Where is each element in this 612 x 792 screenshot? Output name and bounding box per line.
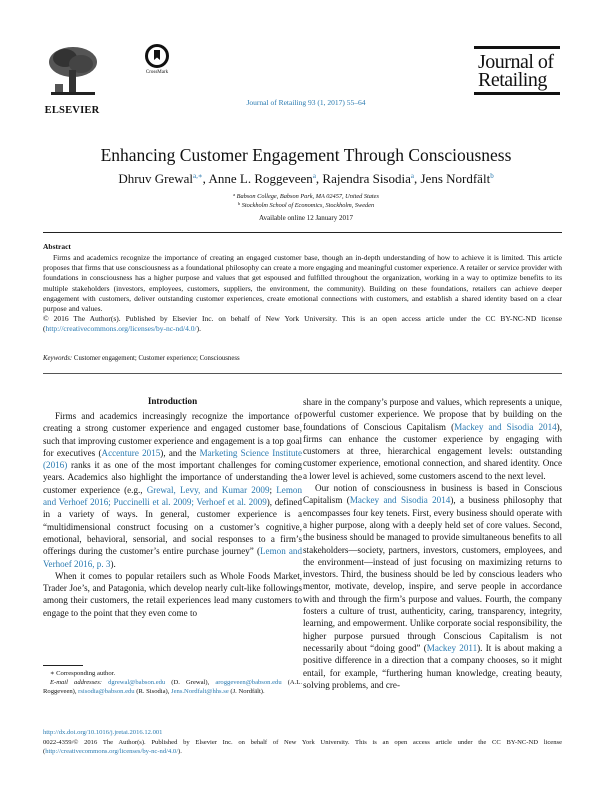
- paragraph: When it comes to popular retailers such as Whole Foods Market, Trader Joe’s, and Patagonia, which develop nearly cult-like followings among their customers, the retail experiences lead many customers to engage to the point that they even come to: [43, 570, 302, 618]
- email-addresses: E-mail addresses: dgrewal@babson.edu (D. Grewal), aroggeveen@babson.edu (A.L. Roggeveen), rsisodia@babson.edu (R. Sisodia), Jens.Nordfalt@hhs.se (J. Nordfält).: [43, 679, 302, 696]
- author-affiliation-marker[interactable]: b: [490, 172, 494, 180]
- citation-link[interactable]: Mackey 2011: [426, 642, 478, 653]
- corresponding-author-note: ∗ Corresponding author.: [50, 670, 116, 677]
- author-name: Rajendra Sisodia: [322, 171, 411, 186]
- email-link[interactable]: dgrewal@babson.edu: [108, 679, 166, 687]
- author-name: Dhruv Grewal: [118, 171, 194, 186]
- journal-brand-logo[interactable]: [474, 46, 560, 95]
- author-affiliation-marker[interactable]: a: [312, 172, 316, 180]
- citation-link[interactable]: Mackey and Sisodia 2014: [454, 421, 557, 432]
- citation-link[interactable]: Lemon and Verhoef 2016; Puccinelli et al. 2009; Verhoef et al. 2009: [43, 484, 302, 508]
- abstract-body: [43, 253, 562, 335]
- brand-bottom-rule: [474, 92, 560, 95]
- footnote-divider: [43, 665, 83, 666]
- author-affiliation-marker[interactable]: a,∗: [193, 172, 203, 180]
- license-link[interactable]: http://creativecommons.org/licenses/by-nc-nd/4.0/: [45, 324, 197, 334]
- abstract-text: Firms and academics recognize the importance of creating an engaged customer base, though an in-depth understanding of how to achieve it is limited. This article proposes that firms that use consciousness as a foundational philosophy can create a more engaging and meaningful customer experience. A retailer or service provider with foundations in consciousness has a higher purpose and values that get espoused and fulfilled throughout the organization, working in a way to optimize benefits to its multiple stakeholders (investors, employees, customers, suppliers, the environment, the community). Building on these foundations, retailers can achieve deeper engagement with customers, deliver outstanding customer experiences, create emotional connections with customers, and establish a shared identity based on a clear purpose and values.: [43, 253, 562, 314]
- brand-line-2: Retailing: [478, 69, 547, 91]
- crossmark-icon: [145, 44, 169, 68]
- author-list: Dhruv Grewal$^{a,∗}$, Anne L. Roggeveen$^a$, Rajendra Sisodia$^a$, Jens Nordfält$^b$: [118, 171, 494, 186]
- paragraph: Our notion of consciousness in business is based in Conscious Capitalism (Mackey and Sisodia 2014), a business philosophy that encompasses four key tenets. First, every business should operate with a higher purpose, along with a deeply held set of core values. Second, the business should be managed to provide simultaneous benefits to all stakeholders—society, partners, investors, customers, employees, and the environment—instead of just focusing on maximizing returns to investors. Third, the business should be led by conscious leaders who mentor, motivate, develop, inspire, and serve people in accordance with and through the firm’s purpose and values. Fourth, the company fosters a culture of trust, authenticity, caring, transparency, integrity, learning, and empowerment. Unlike corporate social responsibility, the higher purpose pursued through Conscious Capitalism is not necessarily about “doing good” (Mackey 2011). It is about making a positive difference in a direction that a company chooses, so it might entail, for example, “furthering human knowledge, creating beauty, solving problems, and cre-: [303, 483, 562, 690]
- footnote: [43, 669, 302, 697]
- author-name: Anne L. Roggeveen: [208, 171, 313, 186]
- author-affiliation-marker[interactable]: a: [410, 172, 414, 180]
- email-link[interactable]: Jens.Nordfalt@hhs.se: [171, 688, 229, 696]
- citation-link[interactable]: Grewal, Levy, and Kumar 2009: [146, 484, 270, 495]
- license-link[interactable]: http://creativecommons.org/licenses/by-nc-nd/4.0/: [45, 748, 179, 756]
- article-title: Enhancing Customer Engagement Through Consciousness: [100, 145, 512, 165]
- publisher-name: ELSEVIER: [44, 105, 100, 116]
- keywords-label: Keywords:: [43, 355, 73, 362]
- license-notice: 0022-4359/© 2016 The Author(s). Published by Elsevier Inc. on behalf of New York University. This is an open access article under the CC BY-NC-ND license (http://creativecommons.org/licenses/by-nc-nd/4.0/).: [43, 739, 562, 756]
- citation-link[interactable]: Mackey and Sisodia 2014: [349, 495, 451, 506]
- doi-link[interactable]: http://dx.doi.org/10.1016/j.jretai.2016.12.001: [43, 729, 163, 736]
- citation-link[interactable]: Lemon and Verhoef 2016, p. 3: [43, 546, 302, 569]
- citation-link[interactable]: Marketing Science Institute (2016): [43, 447, 302, 471]
- abstract-heading: Abstract: [43, 242, 71, 251]
- brand-line-1: Journal of: [478, 51, 554, 73]
- email-link[interactable]: rsisodia@babson.edu: [78, 688, 135, 696]
- keywords-text: Customer engagement; Customer experience; Consciousness: [73, 355, 240, 362]
- author-name: Jens Nordfält: [420, 171, 491, 186]
- crossmark-badge[interactable]: [140, 44, 174, 75]
- elsevier-tree-icon: [45, 44, 99, 98]
- paragraph: share in the company’s purpose and values, which represents a unique, powerful customer experience. We propose that by building on the foundations of Conscious Capitalism (Mackey and Sisodia 2014), firms can enhance the customer experience by engaging with customers at three, hierarchical engagement levels: outstanding customer experience, emotional connection, and shared identity. Once a lower level is achieved, some customers ascend to the next level.: [303, 397, 562, 481]
- affiliation: $^b$ Stockholm School of Economics, Stockholm, Sweden: [237, 201, 375, 209]
- left-column: [43, 410, 302, 619]
- affiliation: $^a$ Babson College, Babson Park, MA 02457, United States: [233, 192, 379, 200]
- header-divider: [43, 232, 562, 233]
- right-column: [303, 396, 562, 691]
- journal-reference-link[interactable]: Journal of Retailing 93 (1, 2017) 55–64: [246, 98, 366, 107]
- crossmark-label: CrossMark: [145, 70, 169, 75]
- journal-reference[interactable]: [0, 98, 612, 107]
- available-online-date: Available online 12 January 2017: [259, 214, 353, 222]
- paragraph: Firms and academics increasingly recognize the importance of creating a strong customer experience and engaged customer base, such that improving customer experience and engagement is a top goal for executives (Accenture 2015), and the Marketing Science Institute (2016) ranks it as one of the most important challenges for coming years. Academics also highlight the importance of understanding the customer experience (e.g., Grewal, Levy, and Kumar 2009; Lemon and Verhoef 2016; Puccinelli et al. 2009; Verhoef et al. 2009), defined in a variety of ways. In general, customer experience is a “multidimensional construct focusing on a customer’s cognitive, emotional, behavioral, sensorial, and social responses to a firm’s offerings during the customer’s entire purchase journey” (Lemon and Verhoef 2016, p. 3).: [43, 411, 302, 569]
- email-link[interactable]: aroggeveen@babson.edu: [215, 679, 282, 687]
- introduction-heading: Introduction: [147, 396, 198, 406]
- doi[interactable]: [43, 729, 162, 736]
- abstract-copyright: © 2016 The Author(s). Published by Elsevier Inc. on behalf of New York University. This is an open access article under the CC BY-NC-ND license (http://creativecommons.org/licenses/by-nc-nd/4.0/).: [43, 314, 562, 334]
- citation-link[interactable]: Accenture 2015: [101, 447, 161, 458]
- abstract-divider: [43, 373, 562, 374]
- keywords: [43, 355, 240, 362]
